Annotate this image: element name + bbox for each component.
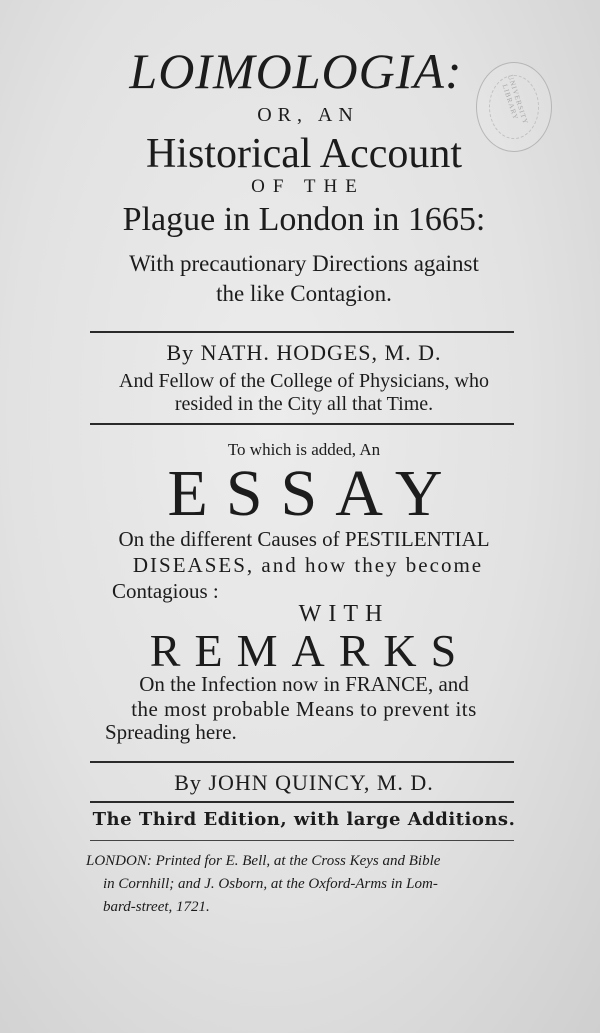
imprint-line-2: in Cornhill; and J. Osborn, at the Oxford-Arms in Lom- [103, 876, 438, 892]
of-the: OF THE [251, 176, 365, 197]
essay-line-2: DISEASES, and how they become [132, 553, 484, 577]
author-1-name: By NATH. HODGES, M. D. [166, 340, 442, 365]
imprint-line-3: bard-street, 1721. [103, 899, 210, 915]
essay-line-3: Contagious : [112, 579, 219, 603]
with-word: WITH [298, 601, 390, 627]
edition-line: The Third Edition, with large Additions. [92, 809, 516, 830]
added-line: To which is added, An [227, 440, 381, 459]
author-1-line-2: And Fellow of the College of Physicians, who [119, 370, 489, 392]
author-1-line-3: resided in the City all that Time. [174, 393, 434, 415]
remarks-line-2: the most probable Means to prevent its [131, 697, 477, 721]
rule-5 [90, 840, 514, 841]
main-title: LOIMOLOGIA: [129, 43, 463, 99]
historical-account: Historical Account [145, 131, 463, 177]
plague-line: Plague in London in 1665: [122, 201, 486, 238]
rule-1 [90, 331, 514, 333]
rule-4 [90, 801, 514, 803]
essay-line-1: On the different Causes of PESTILENTIAL [118, 527, 490, 551]
precaution-line-1: With precautionary Directions against [129, 251, 479, 276]
rule-3 [90, 761, 514, 763]
rule-2 [90, 423, 514, 425]
imprint-line-1: LONDON: Printed for E. Bell, at the Cross Keys and Bible [86, 853, 441, 869]
remarks-line-3: Spreading here. [105, 720, 237, 744]
remarks-line-1: On the Infection now in FRANCE, and [139, 672, 469, 696]
author-2-name: By JOHN QUINCY, M. D. [174, 770, 434, 795]
remarks-word: REMARKS [149, 625, 471, 676]
library-stamp-text: UNIVERSITY LIBRARY [500, 73, 530, 126]
precaution-line-2: the like Contagion. [216, 281, 392, 306]
or-an: OR, AN [257, 104, 359, 126]
essay-word: ESSAY [167, 457, 461, 530]
